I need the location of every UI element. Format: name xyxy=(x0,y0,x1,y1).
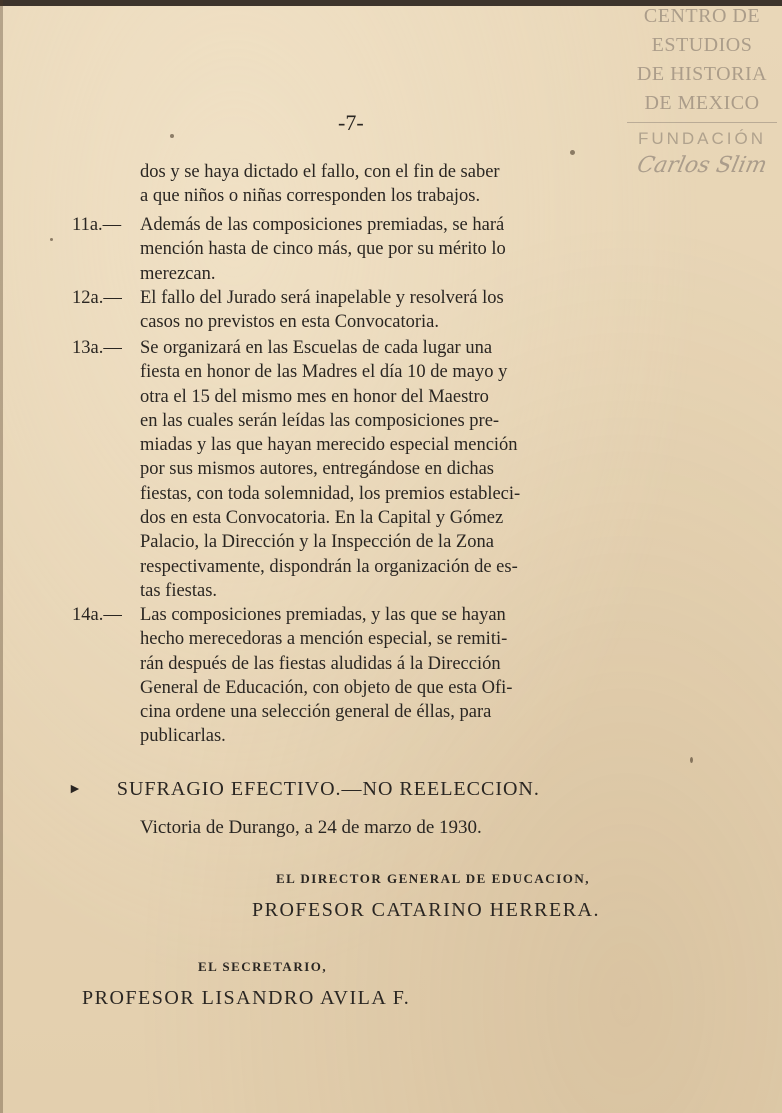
clause-line xyxy=(72,627,672,651)
clause-line xyxy=(72,433,672,457)
clause-line xyxy=(72,652,672,676)
clause-text: dos en esta Convocatoria. En la Capital y Gómez xyxy=(140,508,504,529)
clause-text: merezcan. xyxy=(140,263,216,284)
secretary-title: EL SECRETARIO, xyxy=(198,959,328,974)
motto-text: SUFRAGIO EFECTIVO.—NO REELECCION. xyxy=(116,778,540,800)
stamp-line: DE MEXICO xyxy=(644,92,760,114)
clause-text: publicarlas. xyxy=(140,726,226,747)
clause-text: casos no previstos en esta Convocatoria. xyxy=(140,312,440,333)
clause-line xyxy=(72,360,672,384)
clause-text: rán después de las fiestas aludidas á la Dirección xyxy=(140,653,501,674)
clause-text: tas fiestas. xyxy=(140,580,218,601)
clause-text: Las composiciones premiadas, y las que se hayan xyxy=(140,605,506,625)
intro-line xyxy=(72,184,672,208)
intro-paragraph xyxy=(72,160,672,209)
clause-line xyxy=(72,676,672,700)
stamp-foundation: FUNDACIÓN xyxy=(637,129,767,148)
clause-line xyxy=(72,310,672,334)
clause-text: El fallo del Jurado será inapelable y resolverá los xyxy=(140,288,504,308)
clause-number: 12a.— xyxy=(72,288,122,308)
clause-text: cina ordene una selección general de éllas, para xyxy=(140,702,492,723)
paper-speck xyxy=(50,238,53,241)
secretary-name: PROFESOR LISANDRO AVILA F. xyxy=(82,987,411,1009)
stamp-line: DE HISTORIA xyxy=(636,63,768,85)
clause-line xyxy=(72,457,672,481)
intro-line xyxy=(72,160,672,184)
stamp-rule xyxy=(627,122,777,123)
clause-line xyxy=(72,336,672,360)
clause-text: respectivamente, dispondrán la organización de es- xyxy=(140,556,518,577)
paper-speck xyxy=(170,134,174,138)
director-name: PROFESOR CATARINO HERRERA. xyxy=(252,899,601,921)
clause-13 xyxy=(72,336,672,603)
clause-line xyxy=(72,213,672,237)
clause-line xyxy=(72,506,672,530)
clause-line xyxy=(72,555,672,579)
director-title: EL DIRECTOR GENERAL DE EDUCACION, xyxy=(276,871,591,886)
stamp-signature: Carlos Slim xyxy=(634,153,770,178)
clause-12 xyxy=(72,286,672,335)
clause-text: Palacio, la Dirección y la Inspección de la Zona xyxy=(140,532,494,553)
clause-text: otra el 15 del mismo mes en honor del Maestro xyxy=(140,386,489,407)
clause-line xyxy=(72,724,672,748)
clause-text: miadas y las que hayan merecido especial mención xyxy=(140,435,518,456)
clause-number: 14a.— xyxy=(72,605,122,625)
paper-speck xyxy=(690,757,693,763)
arrow-marker-icon: ► xyxy=(68,782,83,798)
page-left-edge xyxy=(0,0,3,1113)
clause-text: fiestas, con toda solemnidad, los premios estableci- xyxy=(140,483,521,504)
stamp-line: CENTRO DE xyxy=(643,5,761,27)
clause-line xyxy=(72,530,672,554)
clause-text: Además de las composiciones premiadas, se hará xyxy=(140,215,505,235)
clause-line xyxy=(72,700,672,724)
clause-text: mención hasta de cinco más, que por su mérito lo xyxy=(140,239,506,260)
clause-text: Se organizará en las Escuelas de cada lugar una xyxy=(140,338,493,358)
clause-text: en las cuales serán leídas las composiciones pre- xyxy=(140,410,500,431)
page-number: -7- xyxy=(338,110,364,135)
intro-line-text: dos y se haya dictado el fallo, con el fin de saber xyxy=(140,162,500,182)
clause-line xyxy=(72,603,672,627)
clause-text: por sus mismos autores, entregándose en dichas xyxy=(140,459,494,480)
clause-11 xyxy=(72,213,672,286)
paper-speck xyxy=(570,150,575,155)
clause-line xyxy=(72,409,672,433)
clause-number: 11a.— xyxy=(72,215,122,235)
clause-text: hecho merecedoras a mención especial, se remiti- xyxy=(140,629,508,650)
clause-line xyxy=(72,262,672,286)
clause-line xyxy=(72,482,672,506)
clause-line xyxy=(72,286,672,310)
motto-line xyxy=(68,778,540,801)
clause-line xyxy=(72,385,672,409)
stamp-line: ESTUDIOS xyxy=(651,34,753,56)
clause-14 xyxy=(72,603,672,749)
clause-line xyxy=(72,579,672,603)
clause-text: General de Educación, con objeto de que esta Ofi- xyxy=(140,677,513,698)
dateline: Victoria de Durango, a 24 de marzo de 1930. xyxy=(140,817,482,838)
clause-number: 13a.— xyxy=(72,338,122,358)
clause-text: fiesta en honor de las Madres el día 10 de mayo y xyxy=(140,362,508,383)
clause-line xyxy=(72,237,672,261)
intro-line-text: a que niños o niñas corresponden los trabajos. xyxy=(140,186,481,207)
